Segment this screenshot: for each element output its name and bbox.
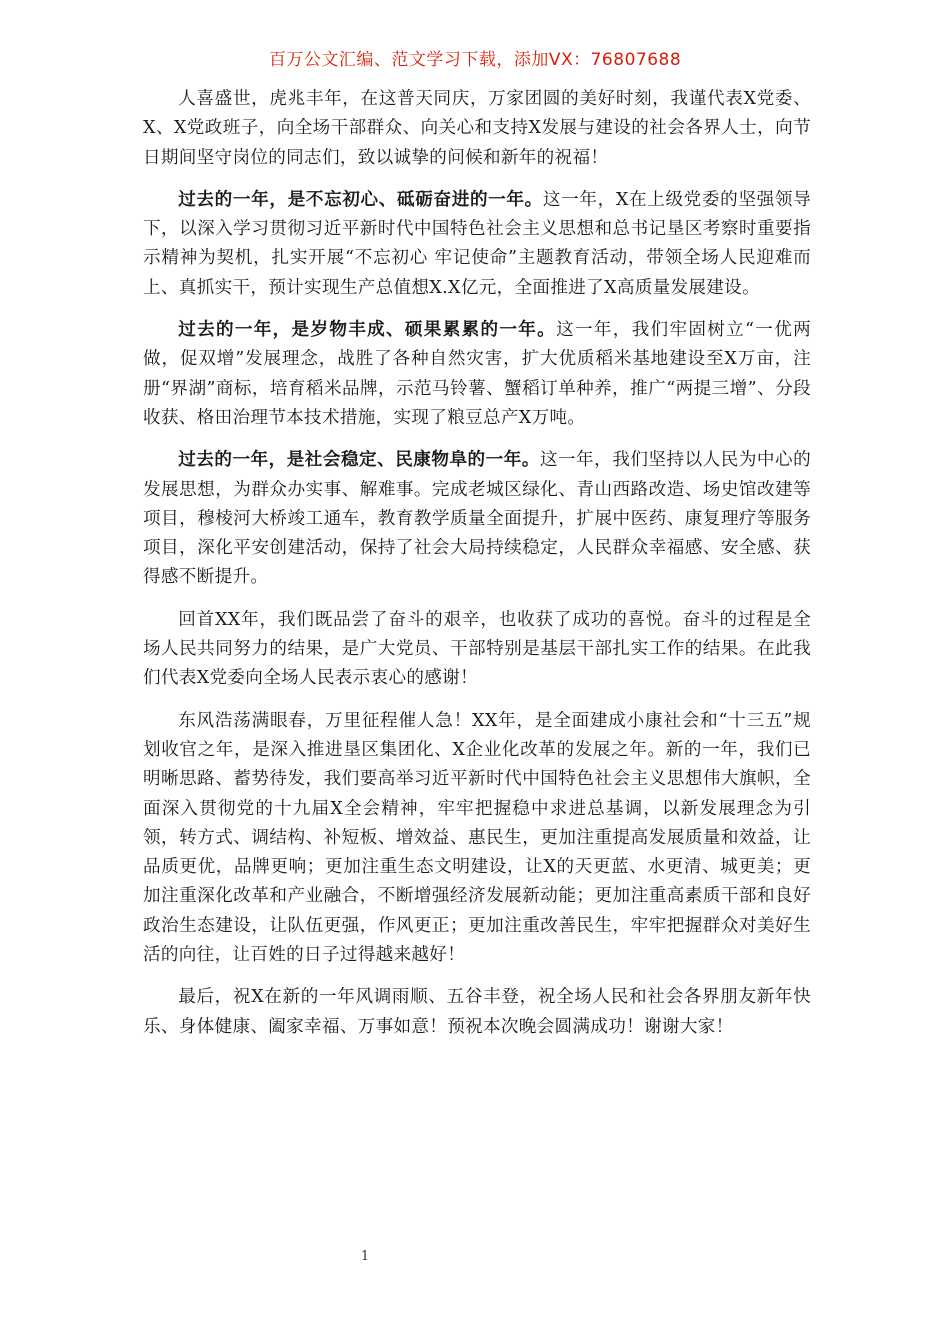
paragraph-text: 东风浩荡满眼春，万里征程催人急！XX年，是全面建成小康社会和“十三五”规划收官之年，是深入推进垦区集团化、X企业化改革的发展之年。新的一年，我们已明晰思路、蓄势待发，我们要高举习近平新时代中国特色社会主义思想伟大旗帜，全面深入贯彻党的十九届X全会精神，牢牢把握稳中求进总基调，以新发展理念为引领，转方式、调结构、补短板、增效益、惠民生，更加注重提高发展质量和效益，让品质更优，品牌更响；更加注重生态文明建设，让X的天更蓝、水更清、城更美；更加注重深化改革和产业融合，不断增强经济发展新动能；更加注重高素质干部和良好政治生态建设，让队伍更强，作风更正；更加注重改善民生，牢牢把握群众对美好生活的向往，让百姓的日子过得越来越好！ (143, 710, 811, 966)
header-banner: 百万公文汇编、范文学习下载，添加VX：76807688 (268, 50, 682, 70)
paragraph-thanks (143, 605, 811, 694)
page-number: 1 (360, 1249, 370, 1264)
paragraph-text: 这一年，我们牢固树立“一优两做，促双增”发展理念，战胜了各种自然灾害，扩大优质稻米基地建设至X万亩，注册“界湖”商标，培育稻米品牌，示范马铃薯、蟹稻订单种养，推广“两提三增”、分段收获、格田治理节本技术措施，实现了粮豆总产X万吨。 (143, 320, 811, 428)
paragraph-text: 人喜盛世，虎兆丰年，在这普天同庆，万家团圆的美好时刻，我谨代表X党委、X、X党政班子，向全场干部群众、向关心和支持X发展与建设的社会各界人士，向节日期间坚守岗位的同志们，致以诚挚的问候和新年的祝福！ (143, 89, 811, 168)
paragraph-review-2 (143, 315, 811, 433)
paragraph-closing (143, 982, 811, 1042)
paragraph-text: 最后，祝X在新的一年风调雨顺、五谷丰登，祝全场人民和社会各界朋友新年快乐、身体健康、阖家幸福、万事如意！预祝本次晚会圆满成功！谢谢大家！ (143, 987, 811, 1037)
paragraph-text: 这一年，X在上级党委的坚强领导下，以深入学习贯彻习近平新时代中国特色社会主义思想和总书记垦区考察时重要指示精神为契机，扎实开展“不忘初心 牢记使命”主题教育活动，带领全场人民迎难而上、真抓实干，预计实现生产总值想X.X亿元，全面推进了X高质量发展建设。 (143, 189, 811, 298)
document-body (143, 84, 811, 1054)
paragraph-lead: 过去的一年，是不忘初心、砥砺奋进的一年。 (178, 188, 543, 210)
paragraph-lead: 过去的一年，是社会稳定、民康物阜的一年。 (178, 449, 540, 471)
paragraph-review-1 (143, 185, 811, 303)
paragraph-greeting (143, 84, 811, 173)
paragraph-text: 这一年，我们坚持以人民为中心的发展思想，为群众办实事、解难事。完成老城区绿化、青山西路改造、场史馆改建等项目，穆棱河大桥竣工通车，教育教学质量全面提升，扩展中医药、康复理疗等服务项目，深化平安创建活动，保持了社会大局持续稳定，人民群众幸福感、安全感、获得感不断提升。 (143, 450, 811, 588)
paragraph-text: 回首XX年，我们既品尝了奋斗的艰辛，也收获了成功的喜悦。奋斗的过程是全场人民共同努力的结果，是广大党员、干部特别是基层干部扎实工作的结果。在此我们代表X党委向全场人民表示衷心的感谢！ (143, 609, 811, 689)
paragraph-outlook (143, 706, 811, 971)
paragraph-review-3 (143, 445, 811, 592)
paragraph-lead: 过去的一年，是岁物丰成、硕果累累的一年。 (178, 319, 557, 341)
